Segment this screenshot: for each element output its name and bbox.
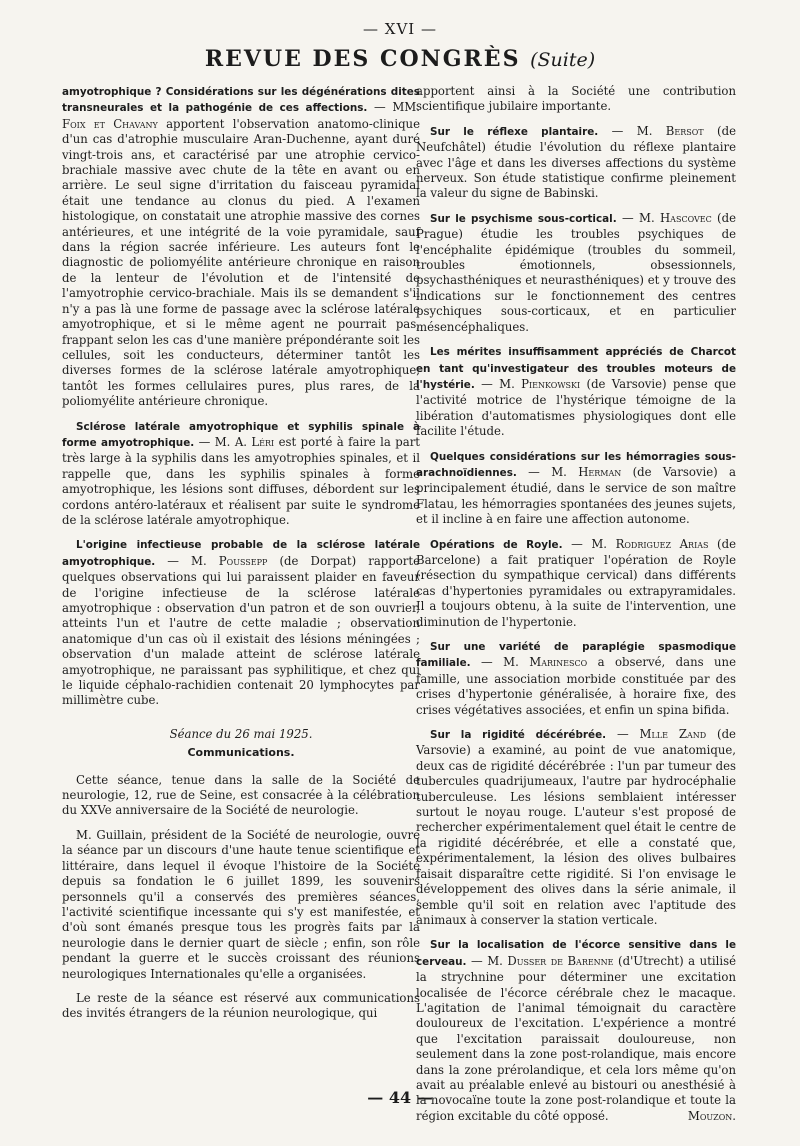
article-body: (d'Utrecht) a utilisé la strychnine pour déterminer une excitation localisée de l'écorce cérébrale chez le macaque. L'agitation de l'animal témoignait du caractère douloureux de l'excitation. L'expérience a montré que l'excitation paraissait douloureuse, non seulement dans la zone post-rolandique, mais encore dans la zone prérolandique, et cela lors même qu'on avait au préalable enlevé au bistouri ou anesthésié à la novocaïne toute la zone post-rolandique et toute la région excitable du côté opposé. [416,953,737,1123]
article-zand: Sur la rigidité décérébrée. — Mlle Zand (de Varsovie) a examiné, au point de vue anatomique, deux cas de rigidité décérébrée : l'un par tumeur des tubercules quadrijumeaux, l'autre par hydrocéphalie tuberculeuse. Les lésions semblaient intéresser surtout le noyau rouge. L'auteur s'est proposé de rechercher expérimentalement quel était le centre de la rigidité décérébrée, et elle a constaté que, expérimentalement, la lésion des olives bulbaires faisait disparaître cette rigidité. Si l'on envisage le développement des olives dans la série animale, il semble qu'il soit en relation avec l'aptitude des animaux à conserver la station verticale. [416,727,736,927]
article-title: Sur la rigidité décérébrée. [430,729,607,742]
article-author: M. Pienkowski [499,376,581,391]
article-body: est porté à faire la part très large à la syphilis dans les amyotrophies spinales, et il rappelle que, dans les syphilis spinales à forme amyotrophique, les lésions sont diffuses, débordent sur les cordons antéro-latéraux et réalisent par suite le syndrome de la sclérose latérale amyotrophique. [62,434,420,527]
article-body: (de Neufchâtel) étudie l'évolution du réflexe plantaire avec l'âge et dans les diverses affections du système nerveux. Son étude statistique confirme pleinement la valeur du signe de Babinski. [416,123,737,201]
article-author: M. Hascovec [639,210,712,225]
seance-heading: Séance du 26 mai 1925. [169,726,313,741]
article-body: (de Varsovie) a examiné, au point de vue anatomique, deux cas de rigidité décérébrée : l'un par tumeur des tubercules quadrijumeaux, l'autre par hydrocéphalie tuberculeuse. Les lésions semblaient intéresser surtout le noyau rouge. L'auteur s'est proposé de rechercher expérimentalement quel était le centre de la rigidité décérébrée, et elle a constaté que, expérimentalement, la lésion des olives bulbaires faisait disparaître cette rigidité. Si l'on envisage le développement des olives dans la série animale, il semble qu'il soit en relation avec l'aptitude des animaux à conserver la station verticale. [416,727,736,927]
article-author: M. Bersot [636,123,704,138]
article-body: (de Varsovie) pense que l'activité motrice de l'hystérique témoigne de la libération d'automatismes physiologiques dont elle facilite l'étude. [416,376,736,439]
article-leri: Sclérose latérale amyotrophique et syphilis spinale à forme amyotrophique. — M. A. Léri est porté à faire la part très large à la syphilis dans les amyotrophies spinales, et il rappelle que, dans les syphilis spinales à forme amyotrophique, les lésions sont diffuses, débordent sur les cordons antéro-latéraux et réalisent par suite le syndrome de la sclérose latérale amyotrophique. [62,420,420,527]
article-body: a observé, dans une famille, une association morbide constituée par des crises d'hypertonie généralisée, à horaire fixe, des crises végétatives associées, et enfin un spina bifida. [416,655,736,717]
paragraph-continuation: apportent ainsi à la Société une contribution scientifique jubilaire importante. [416,84,736,114]
article-poussepp: L'origine infectieuse probable de la sclérose latérale amyotrophique. — M. Poussepp (de Dorpat) rapporte quelques observations qui lui paraissent plaider en faveur de l'origine infectieuse de la sclérose latérale amyotrophique : observation d'un patron et de son ouvrier, atteints l'un et l'autre de cette maladie ; observation anatomique d'un cas où il existait des lésions méningées ; observation d'un malade atteint de sclérose latérale amyotrophique, ne paraissant pas syphilitique, et chez qui le liquide céphalo-rachidien contenait 20 lymphocytes par millimètre cube. [62,539,421,708]
article-body: (de Barcelone) a fait pratiquer l'opération de Royle (résection du sympathique cervical) dans différents cas d'hypertonies pyramidales ou extrapyramidales. Il a toujours obtenu, à la suite de l'intervention, une diminution de l'hypertonie. [416,536,736,629]
article-author: M. Marinesco [503,655,588,670]
article-author: M. Poussepp [191,553,268,568]
article-title: Les mérites insuffisamment appréciés de Charcot en tant qu'investigateur des troubles moteurs de l'hystérie. [416,346,736,391]
article-author: M. Rodriguez Arias [591,536,709,551]
article-dusser-de-barenne: Sur la localisation de l'écorce sensitive dans le cerveau. — M. Dusser de Barenne (d'Utrecht) a utilisé la strychnine pour déterminer une excitation localisée de l'écorce cérébrale chez le macaque. L'agitation de l'animal témoignait du caractère douloureux de l'excitation. L'expérience a montré que l'excitation paraissait douloureuse, non seulement dans la zone post-rolandique, mais encore dans la zone prérolandique, et cela lors même qu'on avait au préalable enlevé au bistouri ou anesthésié à la novocaïne toute la zone post-rolandique et toute la région excitable du côté opposé. Mouzon. [416,939,737,1123]
article-author: M. Herman [551,464,622,479]
article-author: M. Dusser de Barenne [487,953,614,968]
article-title: Sur la localisation de l'écorce sensitive dans le cerveau. [416,939,736,968]
page-header [0,46,800,72]
article-title: Quelques considérations sur les hémorragies sous-arachnoïdiennes. [416,450,736,479]
article-hascovec: Sur le psychisme sous-cortical. — M. Hascovec (de Prague) étudie les troubles psychiques de l'encéphalite épidémique (troubles du sommeil, troubles émotionnels, obsessionnels, psychasthéniques et neurasthéniques) et y trouve des indications sur le fonctionnement des centres psychiques sous-corticaux, et en particulier mésencéphaliques. [416,210,737,334]
page-number-top: — XVI — [363,20,437,38]
article-body: (de Varsovie) a principalement étudié, dans le service de son maître Flatau, les hémorragies spontanées des jeunes sujets, et il incline à en faire une affection autonome. [416,464,736,527]
article-title: Sur le psychisme sous-cortical. [430,212,617,225]
article-body: (de Dorpat) rapporte quelques observations qui lui paraissent plaider en faveur de l'origine infectieuse de la sclérose latérale amyotrophique : observation d'un patron et de son ouvrier, atteints l'un et l'autre de cette maladie ; observation anatomique d'un cas où il existait des lésions méningées ; observation d'un malade atteint de sclérose latérale amyotrophique, ne paraissant pas syphilitique, et chez qui le liquide céphalo-rachidien contenait 20 lymphocytes par millimètre cube. [62,553,421,708]
left-column [62,84,420,1031]
article-title: L'origine infectieuse probable de la sclérose latérale amyotrophique. [62,539,420,568]
page-number-bottom: — 44 — [367,1088,433,1107]
article-title: Opérations de Royle. [430,538,563,551]
article-author: Mlle Zand [639,727,707,742]
article-herman: Quelques considérations sur les hémorragies sous-arachnoïdiennes. — M. Herman (de Varsovie) a principalement étudié, dans le service de son maître Flatau, les hémorragies spontanées des jeunes sujets, et il incline à en faire une affection autonome. [416,450,736,527]
paragraph-seance-intro: Cette séance, tenue dans la salle de la Société de neurologie, 12, rue de Seine, est consacrée à la célébration du XXVe anniversaire de la Société de neurologie. [62,772,420,818]
article-title: Sur le réflexe plantaire. [430,125,599,138]
article-body: apportent l'observation anatomo-clinique d'un cas d'atrophie musculaire Aran-Duchenne, ayant duré vingt-trois ans, et caractérisé par une atrophie cervico-brachiale massive avec chute de la tête en avant ou en arrière. Le seul signe d'irritation du faisceau pyramidal était une tendance au clonus du pied. A l'examen histologique, on constatait une atrophie massive des cornes antérieures, et une intégrité de la voie pyramidale, sauf dans la région sacrée inférieure. Les auteurs font le diagnostic de poliomyélite antérieure chronique en raison de la lenteur de l'évolution et de l'intensité de l'amyotrophie cervico-brachiale. Mais ils se demandent s'il n'y a pas là une forme de passage avec la sclérose latérale amyotrophique, et si le même agent ne pourrait pas, frappant selon les cas d'une manière prépondérante soit les cellules, soit les conducteurs, déterminer tantôt les diverses formes de la sclérose latérale amyotrophique, tantôt les formes cellulaires pures, plus rares, de la poliomyélite antérieure chronique. [62,116,420,409]
article-pienkowski: Les mérites insuffisamment appréciés de Charcot en tant qu'investigateur des troubles moteurs de l'hystérie. — M. Pienkowski (de Varsovie) pense que l'activité motrice de l'hystérique témoigne de la libération d'automatismes physiologiques dont elle facilite l'étude. [416,346,736,439]
communications-heading: Communications. [187,746,295,760]
header-title: REVUE DES CONGRÈS [204,46,521,72]
article-title: Sclérose latérale amyotrophique et syphilis spinale à forme amyotrophique. [62,420,420,449]
signature: Mouzon. [687,1108,736,1123]
article-author: MM. Foix et Chavany [62,100,420,131]
paragraph-guillain: M. Guillain, président de la Société de neurologie, ouvre la séance par un discours d'une haute tenue scientifique et littéraire, dans lequel il évoque l'histoire de la Société depuis sa fondation le 6 juillet 1899, les souvenirs personnels qu'il a conservés des premières séances, l'activité scientifique incessante qui s'y est manifestée, et d'où sont émanés presque tous les progrès faits par la neurologie dans le dernier quart de siècle ; enfin, son rôle pendant la guerre et le succès croissant des réunions neurologiques Internationales qu'elle a organisées. [62,827,420,981]
article-foix-chavany: amyotrophique ? Considérations sur les dégénérations dites transneurales et la pathogénie de ces affections. — MM. Foix et Chavany apportent l'observation anatomo-clinique d'un cas d'atrophie musculaire Aran-Duchenne, ayant duré vingt-trois ans, et caractérisé par une atrophie cervico-brachiale massive avec chute de la tête en avant ou en arrière. Le seul signe d'irritation du faisceau pyramidal était une tendance au clonus du pied. A l'examen histologique, on constatait une atrophie massive des cornes antérieures, et une intégrité de la voie pyramidale, sauf dans la région sacrée inférieure. Les auteurs font le diagnostic de poliomyélite antérieure chronique en raison de la lenteur de l'évolution et de l'intensité de l'amyotrophie cervico-brachiale. Mais ils se demandent s'il n'y a pas là une forme de passage avec la sclérose latérale amyotrophique, et si le même agent ne pourrait pas, frappant selon les cas d'une manière prépondérante soit les cellules, soit les conducteurs, déterminer tantôt les diverses formes de la sclérose latérale amyotrophique, tantôt les formes cellulaires pures, plus rares, de la poliomyélite antérieure chronique. [62,86,420,409]
right-column [416,84,736,1133]
article-bersot: Sur le réflexe plantaire. — M. Bersot (de Neufchâtel) étudie l'évolution du réflexe plantaire avec l'âge et dans les diverses affections du système nerveux. Son étude statistique confirme pleinement la valeur du signe de Babinski. [416,123,737,201]
article-body: (de Prague) étudie les troubles psychiques de l'encéphalite épidémique (troubles du sommeil, troubles émotionnels, obsessionnels, psychasthéniques et neurasthéniques) et y trouve des indications sur le fonctionnement des centres psychiques sous-corticaux, et en particulier mésencéphaliques. [416,210,737,334]
article-title: amyotrophique ? Considérations sur les dégénérations dites transneurales et la pathogénie de ces affections. [62,86,420,115]
header-suite: (Suite) [530,49,596,71]
article-title: Sur une variété de paraplégie spasmodique familiale. [416,641,736,670]
article-rodriguez-arias: Opérations de Royle. — M. Rodriguez Arias (de Barcelone) a fait pratiquer l'opération de Royle (résection du sympathique cervical) dans différents cas d'hypertonies pyramidales ou extrapyramidales. Il a toujours obtenu, à la suite de l'intervention, une diminution de l'hypertonie. [416,536,736,629]
paragraph-reste: Le reste de la séance est réservé aux communications des invités étrangers de la réunion neurologique, qui [62,990,420,1021]
article-author: M. A. Léri [214,434,275,449]
article-marinesco: Sur une variété de paraplégie spasmodique familiale. — M. Marinesco a observé, dans une famille, une association morbide constituée par des crises d'hypertonie généralisée, à horaire fixe, des crises végétatives associées, et enfin un spina bifida. [416,641,736,717]
